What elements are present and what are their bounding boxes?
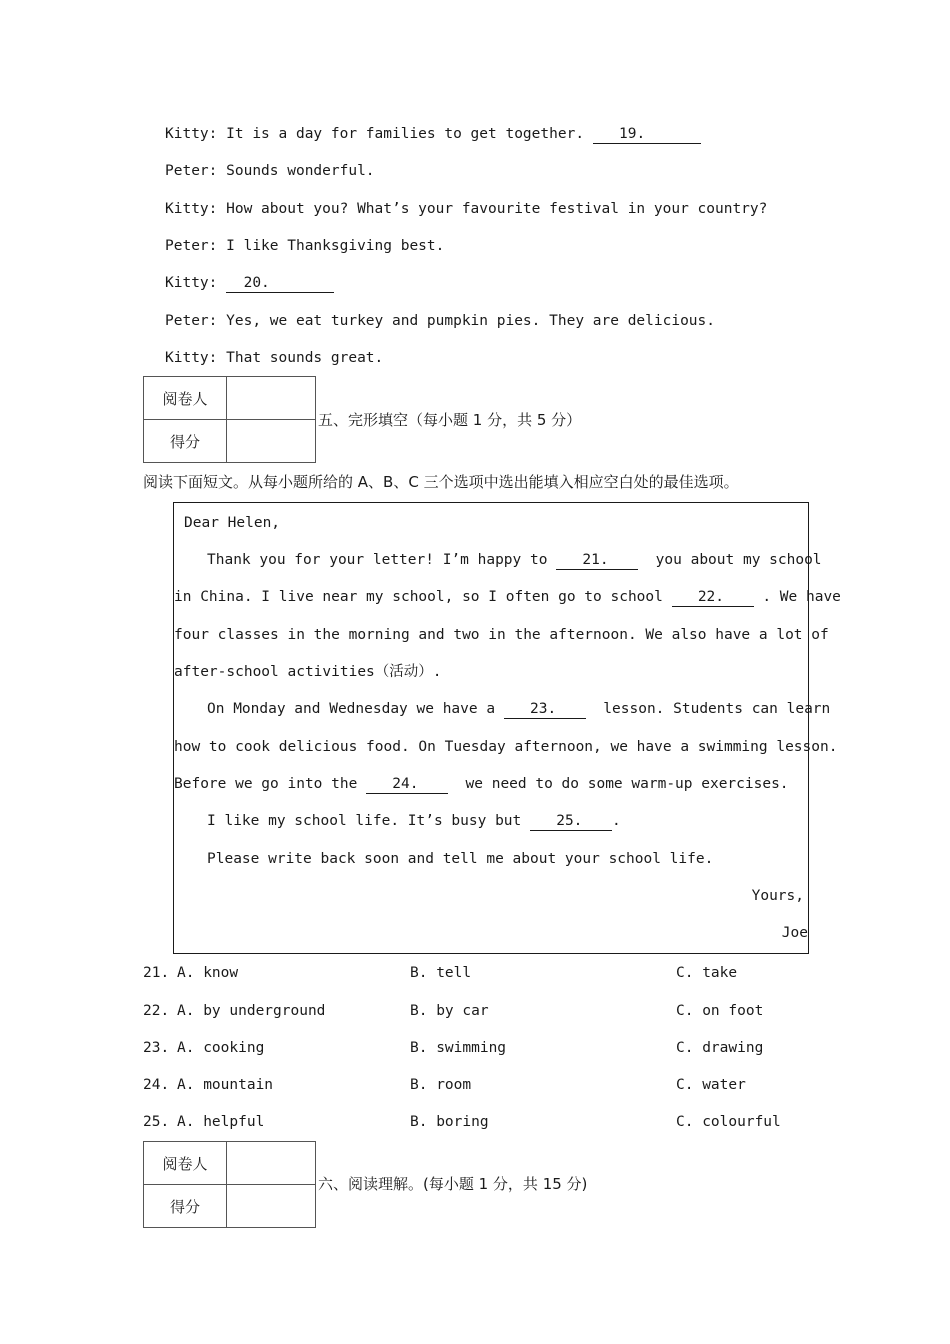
letter-text: On Monday and Wednesday we have a <box>207 701 496 717</box>
dialogue-line <box>165 124 701 144</box>
dialogue-text: Yes, we eat turkey and pumpkin pies. They are delicious. <box>226 313 715 329</box>
option-b[interactable]: B. swimming <box>410 1040 507 1056</box>
letter-text: lesson. Students can learn <box>603 701 831 717</box>
dialogue-text: Sounds wonderful. <box>226 163 375 179</box>
option-b[interactable]: B. tell <box>410 965 472 981</box>
option-b[interactable]: B. boring <box>410 1114 489 1130</box>
option-c[interactable]: C. water <box>676 1077 746 1093</box>
letter-closing: Yours, <box>751 888 804 904</box>
dialogue-text: That sounds great. <box>226 350 384 366</box>
letter-greeting: Dear Helen, <box>184 515 281 531</box>
option-c[interactable]: C. drawing <box>676 1040 764 1056</box>
letter-line: Please write back soon and tell me about your school life. <box>207 851 714 867</box>
letter-line <box>174 774 789 794</box>
dialogue-line <box>165 199 767 219</box>
letter-line <box>207 699 830 719</box>
letter-text: . We have <box>762 589 841 605</box>
option-number: 25. <box>143 1114 170 1130</box>
dialogue-line <box>165 273 334 293</box>
letter-text: I like my school life. It’s busy but <box>207 813 522 829</box>
option-number: 24. <box>143 1077 170 1093</box>
dialogue-text: I like Thanksgiving best. <box>226 238 445 254</box>
blank-number: 23. <box>530 701 557 717</box>
option-number: 21. <box>143 965 170 981</box>
reviewer-label: 阅卷人 <box>144 377 227 420</box>
section-5-title: 五、完形填空（每小题 1 分，共 5 分） <box>318 411 582 429</box>
letter-box <box>173 502 841 954</box>
blank-number: 25. <box>556 813 583 829</box>
letter-line <box>207 550 822 570</box>
blank-number: 24. <box>392 776 419 792</box>
letter-line <box>207 811 621 831</box>
reviewer-cell[interactable] <box>227 377 316 420</box>
reviewer-cell[interactable] <box>227 1142 316 1185</box>
section-5-instruction: 阅读下面短文。从每小题所给的 A、B、C 三个选项中选出能填入相应空白处的最佳选项。 <box>143 473 739 491</box>
dialogue-line <box>165 311 715 331</box>
blank-number: 20. <box>243 275 270 291</box>
dialogue-text: How about you? What’s your favourite festival in your country? <box>226 201 768 217</box>
grader-table <box>143 376 316 463</box>
score-cell[interactable] <box>227 1185 316 1228</box>
blank-23[interactable] <box>504 700 586 719</box>
option-a[interactable]: A. by underground <box>177 1003 326 1019</box>
score-label: 得分 <box>144 420 227 463</box>
letter-text: Thank you for your letter! I’m happy to <box>207 552 548 568</box>
grader-table <box>143 1141 316 1228</box>
speaker: Kitty: <box>165 350 218 366</box>
blank-number: 19. <box>618 126 646 142</box>
speaker: Peter: <box>165 238 218 254</box>
blank-24[interactable] <box>366 775 448 794</box>
blank-25[interactable] <box>530 812 612 831</box>
section-6-title: 六、阅读理解。(每小题 1 分，共 15 分) <box>318 1175 588 1193</box>
speaker: Kitty: <box>165 275 218 291</box>
letter-line <box>174 587 841 607</box>
dialogue-line <box>165 236 444 256</box>
score-cell[interactable] <box>227 420 316 463</box>
letter-signature: Joe <box>781 925 808 941</box>
blank-20[interactable] <box>226 274 334 293</box>
blank-number: 22. <box>697 589 725 605</box>
letter-line: after-school activities（活动）. <box>174 664 442 680</box>
speaker: Kitty: <box>165 126 218 142</box>
blank-number: 21. <box>582 552 609 568</box>
reviewer-label: 阅卷人 <box>144 1142 227 1185</box>
blank-21[interactable] <box>556 551 638 570</box>
speaker: Kitty: <box>165 201 218 217</box>
letter-text: you about my school <box>655 552 822 568</box>
letter-line: four classes in the morning and two in the afternoon. We also have a lot of <box>174 627 829 643</box>
blank-22[interactable] <box>672 588 754 607</box>
option-c[interactable]: C. colourful <box>676 1114 781 1130</box>
option-b[interactable]: B. by car <box>410 1003 489 1019</box>
letter-text: we need to do some warm-up exercises. <box>465 776 789 792</box>
option-b[interactable]: B. room <box>410 1077 472 1093</box>
option-c[interactable]: C. on foot <box>676 1003 764 1019</box>
option-a[interactable]: A. know <box>177 965 239 981</box>
letter-text: in China. I live near my school, so I often go to school <box>174 589 663 605</box>
speaker: Peter: <box>165 163 218 179</box>
dialogue-text: It is a day for families to get together. <box>226 126 585 142</box>
option-a[interactable]: A. mountain <box>177 1077 274 1093</box>
option-c[interactable]: C. take <box>676 965 738 981</box>
dialogue-line <box>165 161 375 181</box>
dialogue-line <box>165 348 383 368</box>
letter-text: . <box>612 813 621 829</box>
option-a[interactable]: A. helpful <box>177 1114 265 1130</box>
blank-19[interactable] <box>593 125 701 144</box>
option-a[interactable]: A. cooking <box>177 1040 265 1056</box>
score-label: 得分 <box>144 1185 227 1228</box>
letter-line: how to cook delicious food. On Tuesday afternoon, we have a swimming lesson. <box>174 739 838 755</box>
speaker: Peter: <box>165 313 218 329</box>
letter-text: Before we go into the <box>174 776 358 792</box>
option-number: 23. <box>143 1040 170 1056</box>
option-number: 22. <box>143 1003 170 1019</box>
